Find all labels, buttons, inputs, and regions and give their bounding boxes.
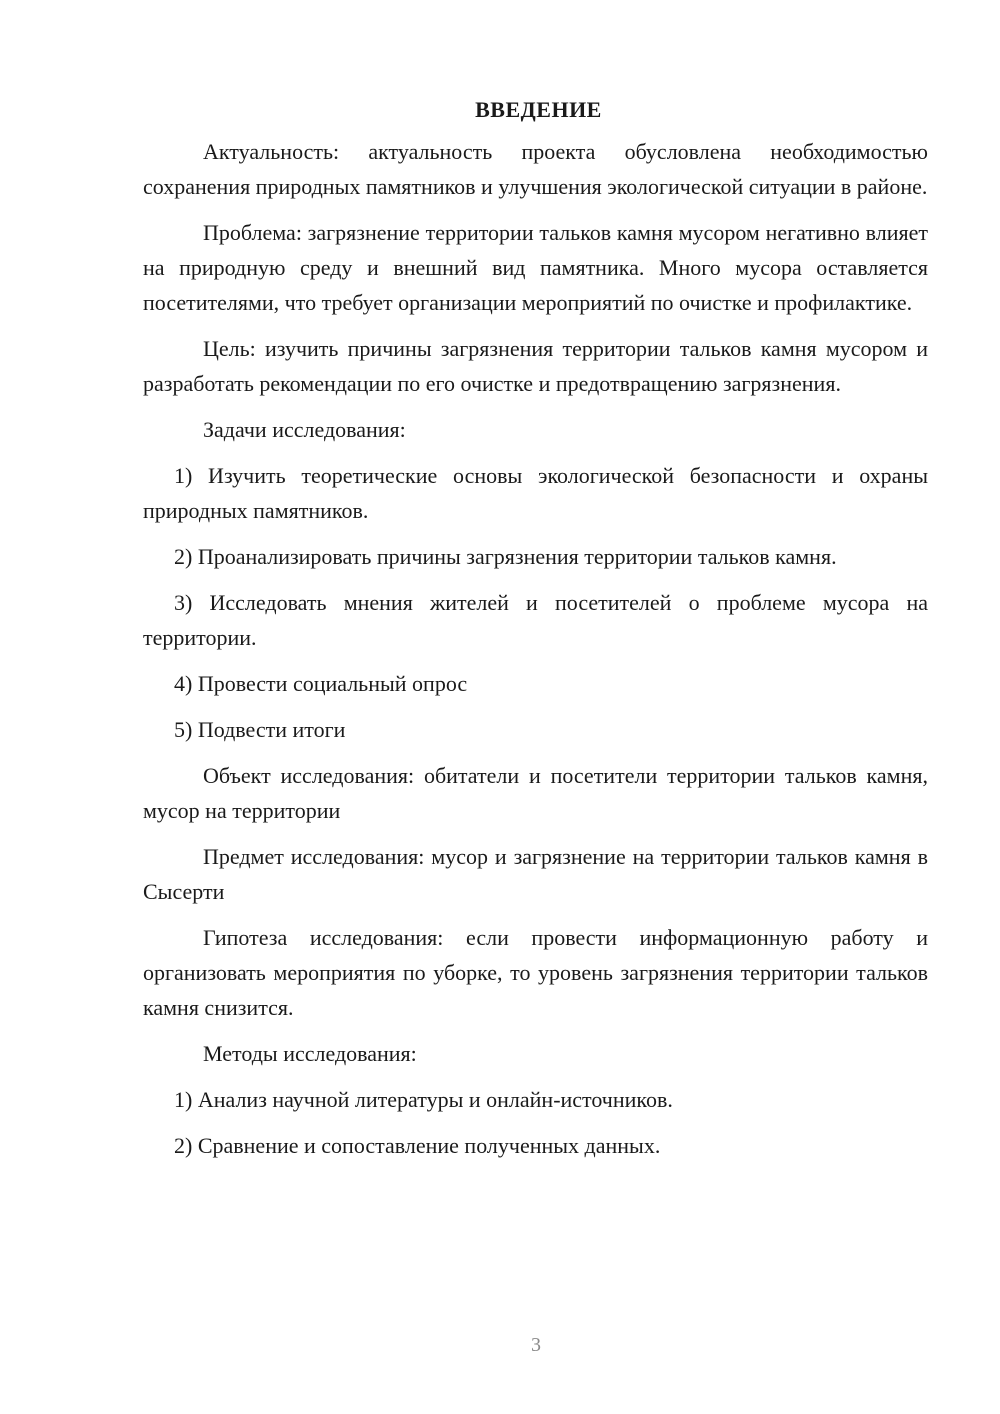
object-paragraph: Объект исследования: обитатели и посетители территории тальков камня, мусор на территории xyxy=(143,763,928,823)
task-item: 4) Провести социальный опрос xyxy=(174,671,468,696)
page-number: 3 xyxy=(531,1334,541,1356)
task-item: 5) Подвести итоги xyxy=(174,717,346,742)
problem-paragraph: Проблема: загрязнение территории тальков камня мусором негативно влияет на природную среду и внешний вид памятника. Много мусора оставляется посетителями, что требует организации мероприятий по очистке и профилактике. xyxy=(143,220,928,315)
subject-paragraph: Предмет исследования: мусор и загрязнение на территории тальков камня в Сысерти xyxy=(143,844,928,904)
hypothesis-paragraph: Гипотеза исследования: если провести информационную работу и организовать мероприятия по уборке, то уровень загрязнения территории тальков камня снизится. xyxy=(143,925,928,1020)
section-heading: ВВЕДЕНИЕ xyxy=(475,97,602,122)
method-item: 1) Анализ научной литературы и онлайн-источников. xyxy=(174,1087,673,1112)
task-item: 2) Проанализировать причины загрязнения территории тальков камня. xyxy=(174,544,837,569)
task-item: 1) Изучить теоретические основы экологической безопасности и охраны природных памятников. xyxy=(143,463,928,523)
tasks-title: Задачи исследования: xyxy=(203,417,406,442)
relevance-paragraph: Актуальность: актуальность проекта обусловлена необходимостью сохранения природных памятников и улучшения экологической ситуации в районе. xyxy=(143,139,928,199)
methods-title: Методы исследования: xyxy=(203,1041,417,1066)
goal-paragraph: Цель: изучить причины загрязнения территории тальков камня мусором и разработать рекомендации по его очистке и предотвращению загрязнения. xyxy=(143,336,928,396)
task-item: 3) Исследовать мнения жителей и посетителей о проблеме мусора на территории. xyxy=(143,590,928,650)
document-page xyxy=(143,94,928,1174)
method-item: 2) Сравнение и сопоставление полученных данных. xyxy=(174,1133,661,1158)
